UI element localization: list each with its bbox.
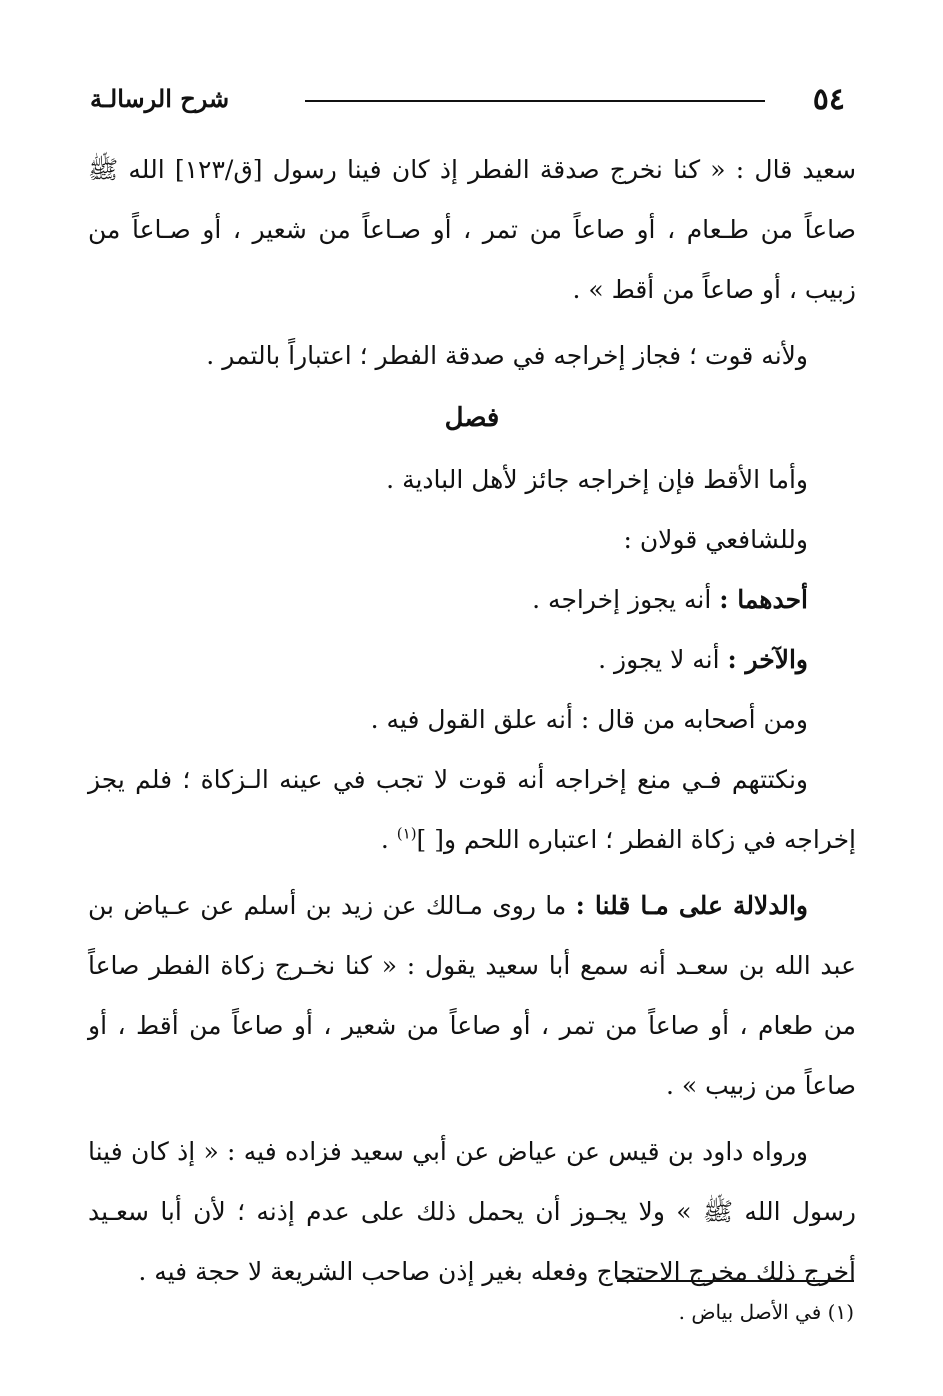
- footnote-rule: [617, 1280, 854, 1282]
- argument-text: ونكتتهم فـي منع إخراجه أنه قوت لا تجب في عينه الـزكاة ؛ فلم يجز إخراجه في زكاة الفطر ؛ اعتباره اللحم و[ ]: [88, 765, 856, 854]
- page-number: ٥٤: [812, 82, 845, 117]
- paragraph-reasoning: ولأنه قوت ؛ فجاز إخراجه في صدقة الفطر ؛ اعتباراً بالتمر .: [206, 341, 808, 370]
- section-heading: فصل: [444, 403, 500, 433]
- evidence-lead: والدلالة على مـا قلنا :: [575, 891, 808, 920]
- page-body: [88, 140, 856, 1302]
- footnote: (١) في الأصل بياض .: [678, 1300, 854, 1324]
- paragraph-argument: [88, 750, 856, 870]
- paragraph-companions: ومن أصحابه من قال : أنه علق القول فيه .: [370, 705, 808, 734]
- page-header: [90, 80, 855, 124]
- second-opinion-text: أنه لا يجوز .: [598, 645, 728, 674]
- first-opinion-lead: أحدهما :: [719, 585, 808, 614]
- header-rule: [305, 100, 765, 102]
- evidence-text: ما روى مـالك عن زيد بن أسلم عن عـياض بن عبد الله بن سعـد أنه سمع أبا سعيد يقول : « كنا نخـرج زكاة الفطر صاعاً من طعام ، أو صاعاً من تمر ، أو صاعاً من شعير ، أو صاعاً من أقط ، أو صاعاً من زبيب » .: [88, 891, 856, 1100]
- running-title: شرح الرسالـة: [90, 84, 230, 113]
- paragraph-first-opinion: [88, 570, 856, 630]
- paragraph-evidence: [88, 876, 856, 1116]
- paragraph-shafii: وللشافعي قولان :: [623, 525, 808, 554]
- paragraph-narration: ورواه داود بن قيس عن عياض عن أبي سعيد فزاده فيه : « إذ كان فينا رسول الله ﷺ » ولا يجـوز أن يحمل ذلك على عدم إذنه ؛ لأن أبا سعـيد أخرج ذلك مخرج الاحتجاج وفعله بغير إذن صاحب الشريعة لا حجة فيه .: [88, 1137, 856, 1286]
- argument-end: .: [380, 825, 397, 854]
- first-opinion-text: أنه يجوز إخراجه .: [532, 585, 720, 614]
- paragraph-hadith-continuation: سعيد قال : « كنا نخرج صدقة الفطر إذ كان فينا رسول [ق/١٢٣] الله ﷺ صاعاً من طـعام ، أو صاعاً من تمر ، أو صـاعاً من شعير ، أو صـاعاً من زبيب ، أو صاعاً من أقط » .: [88, 155, 857, 304]
- second-opinion-lead: والآخر :: [727, 645, 808, 674]
- paragraph-second-opinion: [88, 630, 856, 690]
- paragraph-aqit: وأما الأقط فإن إخراجه جائز لأهل البادية .: [386, 465, 808, 494]
- footnote-marker: (١): [396, 824, 417, 843]
